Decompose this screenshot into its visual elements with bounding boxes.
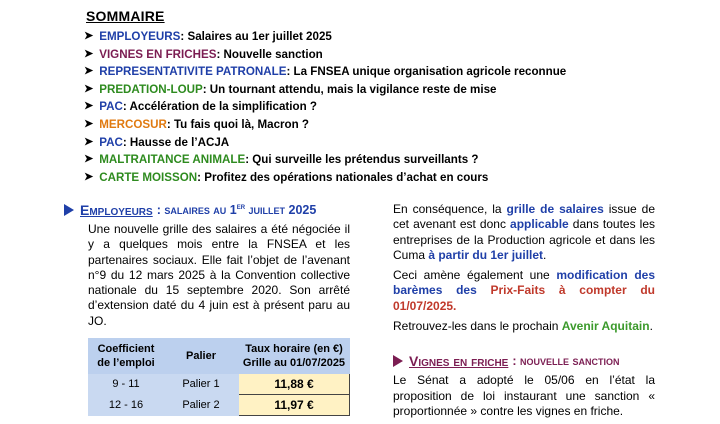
summary-item	[86, 134, 646, 152]
highlight-date: à partir du 1er juillet	[428, 247, 544, 262]
heading-rest-b: juillet 2025	[245, 203, 317, 218]
header-coefficient: Coefficient de l’emploi	[89, 339, 164, 374]
summary-item	[86, 151, 646, 169]
summary-item	[86, 63, 646, 81]
summary-keyword: VIGNES EN FRICHES	[99, 47, 217, 61]
summary-keyword: PREDATION-LOUP	[99, 82, 203, 96]
summary-keyword: MALTRAITANCE ANIMALE	[99, 153, 246, 167]
employeurs-paragraph: Une nouvelle grille des salaires a été négociée il y a quelques mois entre la FNSEA et les partenaires sociaux. Elle fait l’objet de l’avenant n°9 du 12 mars 2025 à la Convention collective nationale du 15 septembre 2020. Son arrêté d’extension daté du 4 juin est à présent paru au JO.	[88, 222, 350, 328]
employeurs-article	[64, 202, 350, 416]
heading-rest-a: : salaires au 1	[156, 203, 237, 218]
arrow-bullet-icon: ➤	[84, 100, 94, 113]
text-run: issue de cet avenant est donc	[393, 202, 655, 232]
highlight-prix-faits: Prix-Faits à compter du 01/07/2025.	[393, 283, 655, 313]
employeurs-heading	[64, 202, 350, 218]
text-run: .	[649, 319, 653, 334]
summary-description: : Accélération de la simplification ?	[122, 100, 317, 114]
highlight-modification: modification des barèmes des	[393, 268, 655, 298]
arrow-bullet-icon: ➤	[84, 65, 94, 78]
summary-description: : La FNSEA unique organisation agricole reconnue	[286, 65, 567, 79]
salary-table-header	[89, 339, 350, 374]
summary-keyword: PAC	[99, 100, 123, 114]
text-run	[477, 283, 491, 297]
arrow-bullet-icon: ➤	[84, 82, 94, 95]
highlight-grille: grille de salaires	[506, 202, 604, 216]
summary-item	[86, 116, 646, 134]
summary-item	[86, 98, 646, 116]
cell-palier: Palier 1	[164, 374, 239, 395]
summary-description: : Nouvelle sanction	[216, 47, 323, 61]
heading-rest-sup: er	[236, 202, 246, 212]
vignes-heading	[393, 353, 655, 369]
cell-taux: 11,88 €	[239, 374, 350, 395]
summary-item	[86, 81, 646, 99]
summary-section	[86, 8, 646, 186]
right-column	[393, 202, 655, 424]
summary-keyword: REPRESENTATIVITE PATRONALE	[99, 65, 287, 79]
text-run: dans toutes les entreprises de la Production agricole et dans les Cuma	[393, 217, 656, 262]
summary-description: : Qui surveille les prétendus surveillants ?	[245, 153, 479, 167]
summary-keyword: MERCOSUR	[99, 117, 167, 131]
summary-item	[86, 46, 646, 64]
text-run: .	[543, 247, 547, 262]
bareme-paragraph	[393, 268, 655, 314]
highlight-avenir-aquitain: Avenir Aquitain	[561, 319, 650, 334]
highlight-applicable: applicable	[510, 217, 569, 232]
vignes-heading-keyword: Vignes en friche	[409, 353, 509, 370]
cell-coef: 9 - 11	[89, 374, 164, 395]
summary-description: : Salaires au 1er juillet 2025	[180, 30, 332, 43]
text-run: Ceci amène également une	[393, 268, 557, 283]
triangle-right-icon	[64, 204, 74, 216]
retrouvez-paragraph	[393, 319, 655, 334]
summary-keyword: CARTE MOISSON	[99, 170, 198, 184]
text-run: Retrouvez-les dans le prochain	[393, 319, 562, 334]
summary-description: : Tu fais quoi là, Macron ?	[166, 117, 309, 131]
header-taux-text: Taux horaire (en €) Grille au 01/07/2025	[242, 343, 346, 370]
summary-item	[86, 28, 646, 46]
vignes-heading-rest: : nouvelle sanction	[512, 354, 620, 369]
employeurs-heading-rest	[157, 202, 317, 217]
vignes-paragraph: Le Sénat a adopté le 05/06 en l’état la proposition de loi instaurant une sanction « proportionnée » contre les vignes en friche.	[393, 373, 655, 418]
header-taux	[239, 339, 350, 374]
summary-description: : Un tournant attendu, mais la vigilance reste de mise	[202, 82, 497, 96]
summary-description: : Profitez des opérations nationales d’achat en cours	[197, 170, 489, 184]
cell-taux: 11,97 €	[239, 395, 350, 416]
summary-title: SOMMAIRE	[86, 8, 165, 24]
arrow-bullet-icon: ➤	[84, 47, 94, 60]
summary-list	[86, 28, 646, 186]
arrow-bullet-icon: ➤	[84, 117, 94, 130]
summary-description: : Hausse de l’ACJA	[122, 135, 230, 149]
employeurs-heading-keyword: Employeurs	[80, 202, 153, 218]
table-row	[89, 374, 350, 395]
consequence-paragraph	[393, 202, 655, 263]
arrow-bullet-icon: ➤	[84, 30, 94, 42]
text-run: En conséquence, la	[393, 202, 507, 216]
header-palier: Palier	[164, 339, 239, 374]
summary-item	[86, 169, 646, 187]
cell-palier: Palier 2	[164, 395, 239, 416]
arrow-bullet-icon: ➤	[84, 135, 94, 148]
triangle-right-icon	[393, 355, 403, 367]
cell-coef: 12 - 16	[89, 395, 164, 416]
summary-keyword: PAC	[99, 135, 123, 149]
summary-keyword: EMPLOYEURS	[99, 30, 181, 43]
salary-table	[88, 338, 350, 416]
arrow-bullet-icon: ➤	[84, 153, 94, 166]
arrow-bullet-icon: ➤	[84, 170, 94, 183]
table-row	[89, 395, 350, 416]
